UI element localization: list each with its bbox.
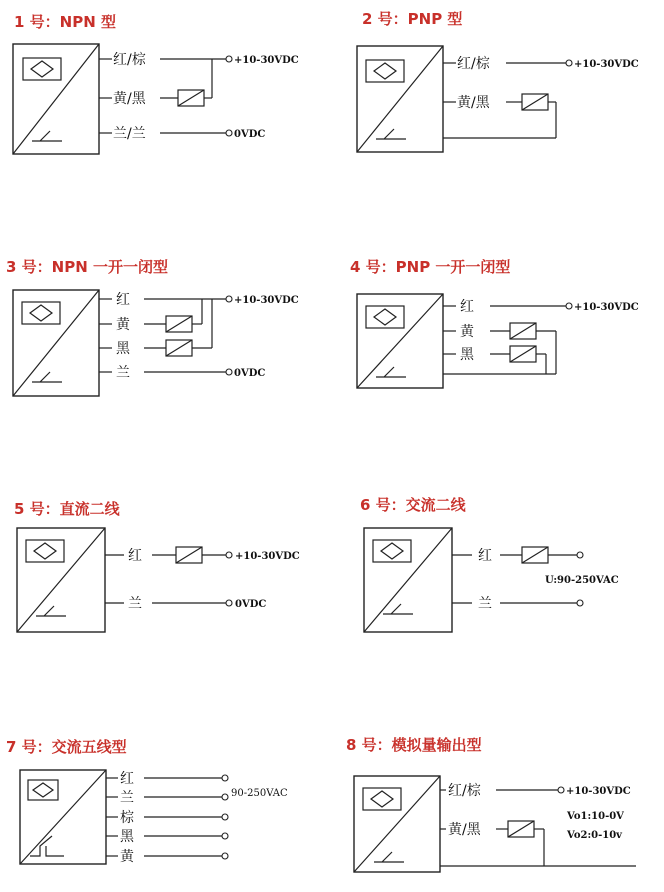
diagram-2-title: 2 号：PNP 型 xyxy=(362,10,463,28)
supply-pos-label: +10-30VDC xyxy=(574,59,639,70)
diagram-6-title: 6 号：交流二线 xyxy=(360,496,466,514)
terminal xyxy=(222,853,228,859)
wire-label: 红/棕 xyxy=(457,56,490,72)
output-label: Vo1:10-0V xyxy=(567,811,624,822)
terminal xyxy=(558,787,564,793)
supply-neg-label: 0VDC xyxy=(235,599,267,610)
diagram-2-pnp xyxy=(357,10,639,152)
sensor-body-8 xyxy=(354,776,440,872)
wire-label: 兰 xyxy=(128,596,142,612)
terminal xyxy=(226,552,232,558)
terminal xyxy=(226,296,232,302)
supply-pos-label: +10-30VDC xyxy=(234,55,299,66)
sensor-body-6 xyxy=(364,528,452,632)
diagram-8-title: 8 号：模拟量输出型 xyxy=(346,736,482,754)
supply-pos-label: +10-30VDC xyxy=(566,786,631,797)
sensor-body-5 xyxy=(17,528,105,632)
supply-label: 90-250VAC xyxy=(231,788,288,799)
wire-label: 红 xyxy=(120,771,134,787)
diagram-6-ac-two-wire xyxy=(360,496,619,632)
diagram-1-title: 1 号：NPN 型 xyxy=(14,13,116,31)
wire-label: 黄 xyxy=(116,317,130,333)
diagram-3-title: 3 号：NPN 一开一闭型 xyxy=(6,258,168,276)
diagram-1-npn xyxy=(13,13,299,154)
terminal xyxy=(566,303,572,309)
diagram-5-title: 5 号：直流二线 xyxy=(14,500,120,518)
supply-neg-label: 0VDC xyxy=(234,368,266,379)
terminal xyxy=(222,775,228,781)
terminal xyxy=(222,833,228,839)
sensor-body-7 xyxy=(20,770,106,864)
wire-label: 兰/兰 xyxy=(113,126,146,142)
diagram-4-pnp-no-nc xyxy=(350,258,639,388)
diagram-4-title: 4 号：PNP 一开一闭型 xyxy=(350,258,511,276)
terminal xyxy=(577,552,583,558)
terminal xyxy=(222,794,228,800)
terminal xyxy=(226,600,232,606)
diagram-5-dc-two-wire xyxy=(14,500,300,632)
sensor-body-1 xyxy=(13,44,99,154)
wire-label: 红/棕 xyxy=(448,783,481,799)
wire-label: 黑 xyxy=(460,347,474,363)
supply-neg-label: 0VDC xyxy=(234,129,266,140)
sensor-body-2 xyxy=(357,46,443,152)
supply-pos-label: +10-30VDC xyxy=(235,551,300,562)
wire-label: 兰 xyxy=(120,790,134,806)
diagram-7-title: 7 号：交流五线型 xyxy=(6,738,127,756)
wire-label: 黄/黑 xyxy=(113,91,146,107)
wire-label: 红 xyxy=(460,299,474,315)
diagram-7-ac-five-wire xyxy=(6,738,288,865)
terminal xyxy=(226,56,232,62)
diagram-8-analog-output xyxy=(346,736,636,872)
terminal xyxy=(226,369,232,375)
wire-label: 黄 xyxy=(120,849,134,865)
wire-label: 红/棕 xyxy=(113,52,146,68)
supply-pos-label: +10-30VDC xyxy=(234,295,299,306)
diagram-3-npn-no-nc xyxy=(6,258,299,396)
wire-label: 黑 xyxy=(116,341,130,357)
sensor-body-3 xyxy=(13,290,99,396)
terminal xyxy=(577,600,583,606)
wire-label: 黄/黑 xyxy=(457,95,490,111)
supply-label: U:90-250VAC xyxy=(545,575,619,586)
wire-label: 黑 xyxy=(120,829,134,845)
terminal xyxy=(226,130,232,136)
wire-label: 黄/黑 xyxy=(448,822,481,838)
wire-label: 红 xyxy=(478,548,492,564)
wire-label: 红 xyxy=(128,548,142,564)
wire-label: 兰 xyxy=(478,596,492,612)
terminal xyxy=(222,814,228,820)
supply-pos-label: +10-30VDC xyxy=(574,302,639,313)
sensor-body-4 xyxy=(357,294,443,388)
wire-label: 棕 xyxy=(120,810,134,826)
output-label: Vo2:0-10v xyxy=(567,830,622,841)
wire-label: 黄 xyxy=(460,324,474,340)
wire-label: 红 xyxy=(116,292,130,308)
wire-label: 兰 xyxy=(116,365,130,381)
terminal xyxy=(566,60,572,66)
